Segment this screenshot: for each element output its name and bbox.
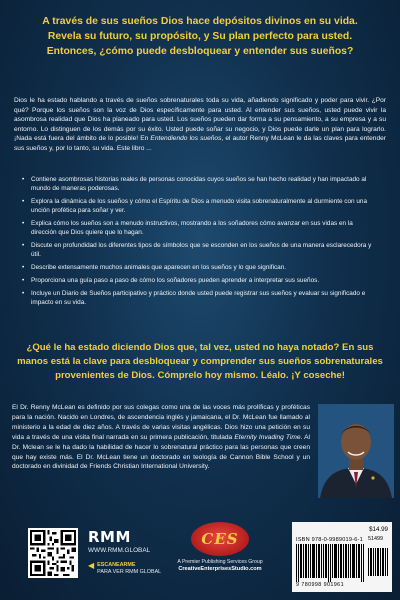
feature-item: • Proporciona una guía paso a paso de cómo los soñadores pueden aprender a interpretar sus sueños. <box>22 276 374 285</box>
author-portrait-icon <box>318 404 394 498</box>
feature-item: • Describe extensamente muchos animales que aparecen en los sueños y lo que significan. <box>22 263 374 272</box>
feature-item: • Contiene asombrosas historias reales de personas conocidas cuyos sueños se han hecho realidad y han impactado al mundo de maneras poderosas. <box>22 175 374 193</box>
rmm-url[interactable]: WWW.RMM.GLOBAL <box>88 547 151 554</box>
feature-item: • Explica cómo los sueños son a menudo instructivos, mostrando a los soñadores cómo avanzar en sus vidas en la dirección que Dios quiere que lo hagan. <box>22 219 374 237</box>
rmm-logo: RMM <box>88 528 131 546</box>
barcode-number: 9 780998 901961 <box>296 582 344 588</box>
feature-item: • Incluye un Diario de Sueños participativo y práctico donde usted puede registrar sus sueños y evaluar su significado e impacto en su vida. <box>22 289 374 307</box>
qr-code[interactable] <box>28 528 78 578</box>
scan-sublabel: PARA VER RMM GLOBAL <box>97 568 162 575</box>
book-title-reference: Entendiendo los sueños <box>150 135 222 143</box>
publisher-branding <box>165 522 275 572</box>
author-bio <box>12 403 310 472</box>
qr-code-icon <box>30 530 76 576</box>
publisher-tagline: A Premier Publishing Services Group <box>177 559 263 565</box>
call-to-action: ¿Qué le ha estado diciendo Dios que, tal vez, usted no haya notado? En sus manos está la clave para desbloquear y comprender sus sueños sobrenaturales provenientes de Dios. Cómprelo hoy mismo. Léalo. ¡Y coseche! <box>17 342 383 382</box>
bio-text: . Al Dr. Mclean se le ha dado la habilidad de hacer lo sobrenatural práctico para las personas que creen que hay existe más. El Dr. McLean tiene un doctorado en teología de Cannon Bible School y un doctorado en divinidad de Friends Christian International University. <box>12 433 310 471</box>
feature-list <box>22 175 374 311</box>
arrow-left-icon: ◀ <box>88 561 95 570</box>
description-text: , el autor Renny McLean le da las claves para entender sus sueños y, por lo tanto, su vida. Este libro ... <box>14 135 386 152</box>
scan-label: ESCANEARME <box>97 562 136 568</box>
ces-logo: CES <box>191 522 249 556</box>
book-description <box>14 96 386 154</box>
price-label: $14.99 <box>369 526 388 533</box>
price-code: 51499 <box>368 536 383 542</box>
rmm-branding <box>88 528 168 575</box>
scan-prompt <box>88 562 168 575</box>
isbn-barcode <box>292 522 392 592</box>
author-photo <box>318 404 394 498</box>
intro-line: A través de sus sueños Dios hace depósitos divinos en su vida. <box>42 16 358 27</box>
intro-line: Revela su futuro, su propósito, y Su plan perfecto para usted. <box>47 31 353 42</box>
intro-heading <box>18 14 382 59</box>
feature-item: • Discute en profundidad los diferentes tipos de símbolos que se esconden en los sueños de una manera esclarecedora y útil. <box>22 241 374 259</box>
bio-book-title: Eternity Invading Time <box>234 433 301 441</box>
publisher-website[interactable]: CreativeEnterprisesStudio.com <box>178 566 262 572</box>
description-text: Dios le ha estado hablando a través de sueños sobrenaturales toda su vida, añadiendo significado y poder para vivir. ¿Por qué? Porque los sueños son la voz de Dios específicamente para usted. Al entender sus sueños, usted puede vivir la asombrosa realidad que Dios ha planeado para usted. Los sueños pueden dar forma a su pensamiento, a su empresa y a su entorno. Lo distinguen de los demás por su éxito. Usted puede soñar su negocio, y Dios puede darle un plan para lograrlo. ¡Nada está fuera del ámbito de lo posible! En <box>14 97 386 143</box>
bio-text: El Dr. Renny McLean es definido por sus colegas como una de las voces más prolíficas y proféticas para la nación. Nacido en Londres, de ascendencia inglés y jamaicana, el Dr. McLean fue llamado al ministerio a la edad de diez años. A través de varias visitas angélicas. Dios hizo una petición en su vida a través de una visita final narrada en su primera publicación, titulada <box>12 404 310 441</box>
barcode-icon <box>296 544 366 582</box>
feature-item: • Explora la dinámica de los sueños y cómo el Espíritu de Dios a menudo visita sobrenaturalmente al durmiente con una unción profética para soñar y ver. <box>22 197 374 215</box>
intro-line: Entonces, ¿cómo puede desbloquear y entender sus sueños? <box>46 46 354 57</box>
isbn-label: ISBN 978-0-9989019-6-1 <box>296 537 363 543</box>
price-barcode-icon <box>368 544 388 576</box>
